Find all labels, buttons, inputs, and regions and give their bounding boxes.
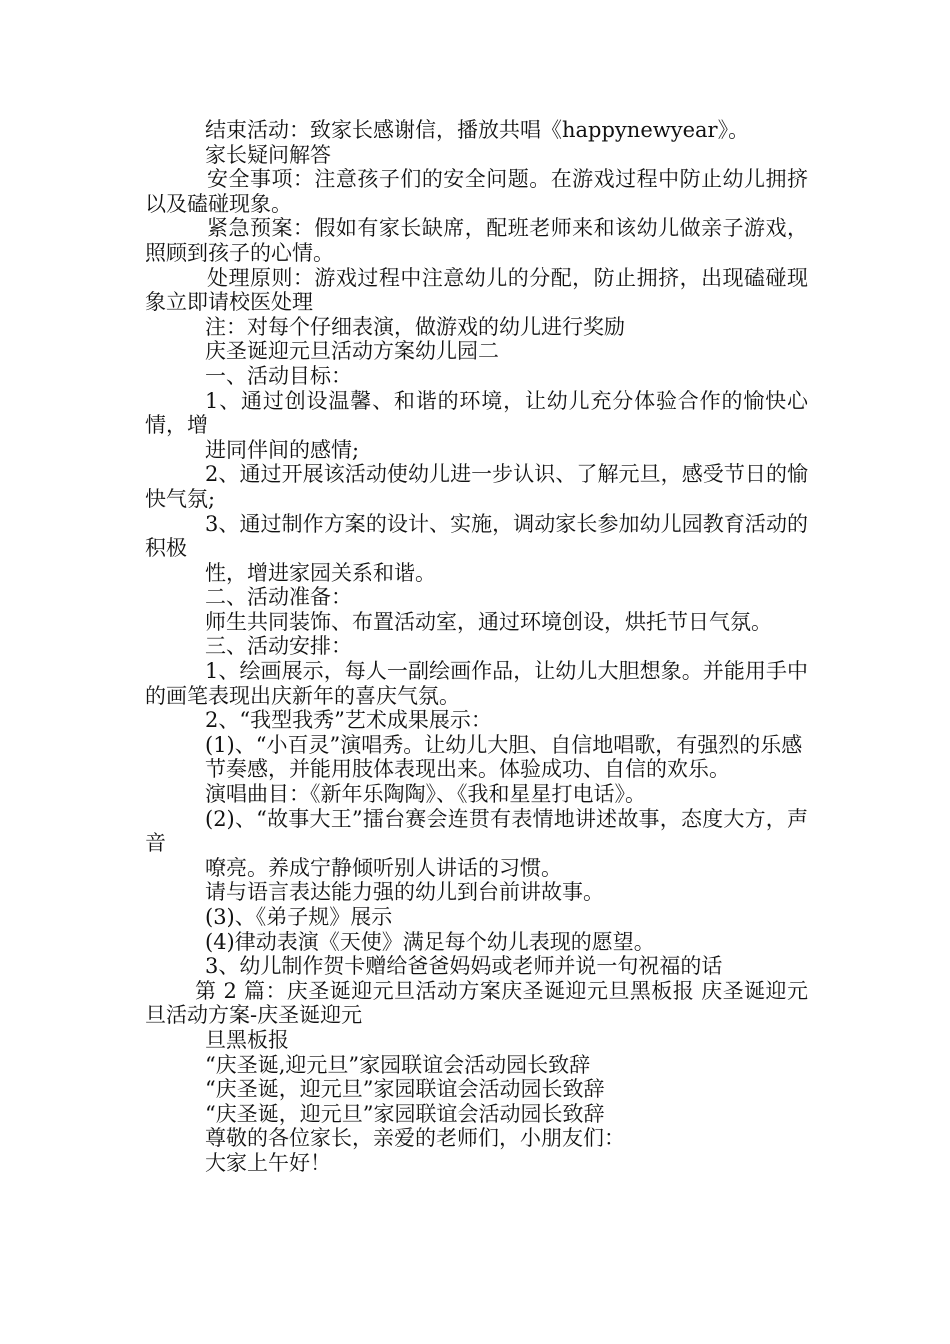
paragraph: 紧急预案：假如有家长缺席，配班老师来和该幼儿做亲子游戏，照顾到孩子的心情。	[145, 216, 808, 265]
paragraph: 1、绘画展示，每人一副绘画作品，让幼儿大胆想象。并能用手中的画笔表现出庆新年的喜庆气氛。	[145, 659, 808, 708]
paragraph: “庆圣诞,迎元旦”家园联谊会活动园长致辞	[205, 1052, 591, 1077]
paragraph: 3、幼儿制作贺卡赠给爸爸妈妈或老师并说一句祝福的话	[205, 954, 723, 979]
paragraph: (2)、“故事大王”擂台赛会连贯有表情地讲述故事，态度大方，声音	[145, 806, 808, 856]
paragraph: “庆圣诞，迎元旦”家园联谊会活动园长致辞	[205, 1101, 605, 1126]
paragraph: 3、通过制作方案的设计、实施，调动家长参加幼儿园教育活动的积极	[145, 511, 808, 561]
paragraph: 嘹亮。养成宁静倾听别人讲话的习惯。	[205, 855, 562, 880]
paragraph: 尊敬的各位家长，亲爱的老师们，小朋友们：	[205, 1126, 625, 1151]
paragraph: 师生共同装饰、布置活动室，通过环境创设，烘托节日气氛。	[205, 609, 772, 634]
paragraph: 家长疑问解答	[205, 142, 331, 167]
paragraph: 安全事项：注意孩子们的安全问题。在游戏过程中防止幼儿拥挤以及磕碰现象。	[145, 167, 808, 216]
paragraph: (4)律动表演《天使》满足每个幼儿表现的愿望。	[205, 929, 655, 954]
paragraph: 结束活动：致家长感谢信，播放共唱《happynewyear》。	[205, 118, 750, 142]
paragraph: 处理原则：游戏过程中注意幼儿的分配，防止拥挤，出现磕碰现象立即请校医处理	[145, 265, 808, 315]
paragraph: 进同伴间的感情;	[205, 437, 360, 462]
paragraph: “庆圣诞，迎元旦”家园联谊会活动园长致辞	[205, 1077, 605, 1102]
paragraph: 2、通过开展该活动使幼儿进一步认识、了解元旦，感受节日的愉快气氛;	[145, 462, 808, 511]
paragraph: 请与语言表达能力强的幼儿到台前讲故事。	[205, 880, 604, 905]
paragraph: 二、活动准备：	[205, 585, 352, 610]
paragraph: 注：对每个仔细表演，做游戏的幼儿进行奖励	[205, 314, 625, 339]
paragraph: 庆圣诞迎元旦活动方案幼儿园二	[205, 339, 499, 364]
paragraph: (1)、“小百灵”演唱秀。让幼儿大胆、自信地唱歌，有强烈的乐感	[205, 732, 803, 757]
paragraph: 节奏感，并能用肢体表现出来。体验成功、自信的欢乐。	[205, 757, 730, 782]
paragraph: 2、“我型我秀”艺术成果展示：	[205, 708, 492, 733]
paragraph: 1、通过创设温馨、和谐的环境，让幼儿充分体验合作的愉快心情，增	[145, 388, 808, 438]
paragraph: 性，增进家园关系和谐。	[205, 560, 436, 585]
paragraph: 第 2 篇：庆圣诞迎元旦活动方案庆圣诞迎元旦黑板报 庆圣诞迎元旦活动方案-庆圣诞迎元	[145, 978, 808, 1028]
paragraph: 演唱曲目：《新年乐陶陶》、《我和星星打电话》。	[205, 782, 646, 807]
paragraph: 旦黑板报	[205, 1027, 289, 1052]
paragraph: (3)、《弟子规》展示	[205, 905, 393, 929]
paragraph: 一、活动目标：	[205, 363, 352, 388]
paragraph: 三、活动安排：	[205, 634, 352, 659]
document-body	[145, 118, 808, 1176]
paragraph: 大家上午好！	[205, 1150, 331, 1175]
